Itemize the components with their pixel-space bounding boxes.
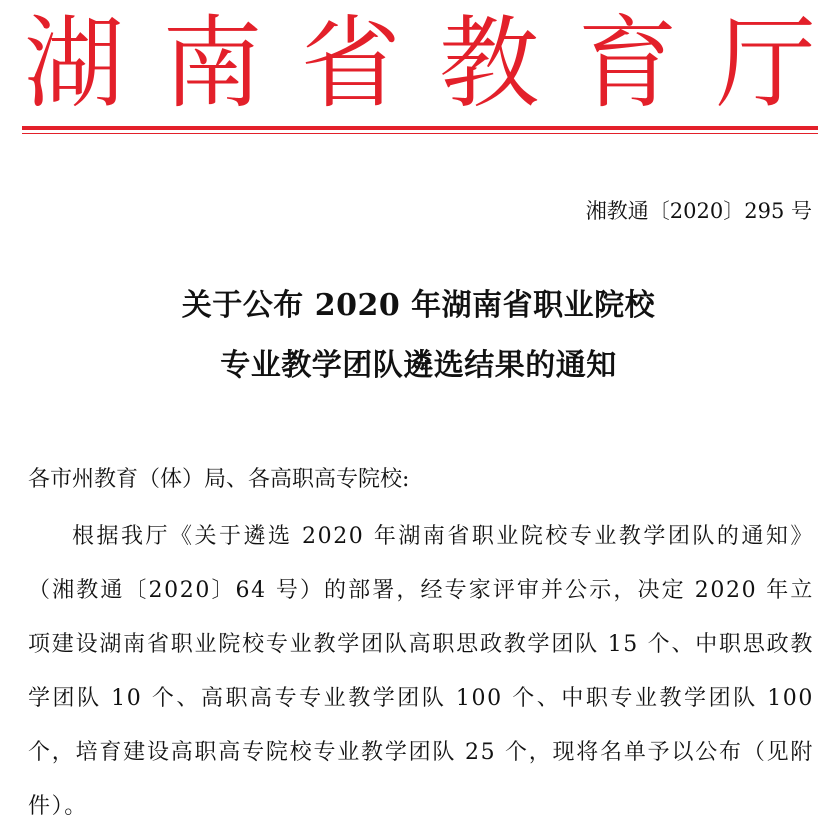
document-number: 湘教通〔2020〕295 号 (585, 199, 812, 223)
document-title-line-1: 关于公布 2020 年湖南省职业院校 (181, 288, 656, 323)
letterhead-char: 南 (162, 5, 263, 122)
letterhead-char: 厅 (715, 5, 816, 122)
letterhead-char: 教 (439, 5, 540, 122)
letterhead-title (24, 4, 816, 124)
letterhead-char: 育 (577, 5, 678, 122)
body-paragraph: 根据我厅《关于遴选 2020 年湖南省职业院校专业教学团队的通知》（湘教通〔2020〕64 号）的部署，经专家评审并公示，决定 2020 年立项建设湖南省职业院校专业教学团队高职思政教学团队 15 个、中职思政教学团队 10 个、高职高专专业教学团队 100 个、中职专业教学团队 100 个，培育建设高职高专院校专业教学团队 25 个，现将名单予以公布（见附件）。 (28, 524, 814, 819)
letterhead-char: 省 (300, 5, 401, 122)
letterhead-divider-thin (22, 133, 818, 134)
document-title-line-2: 专业教学团队遴选结果的通知 (220, 348, 617, 383)
letterhead-divider-thick (22, 126, 818, 130)
salutation: 各市州教育（体）局、各高职高专院校: (28, 467, 410, 492)
letterhead-char: 湖 (24, 5, 124, 122)
